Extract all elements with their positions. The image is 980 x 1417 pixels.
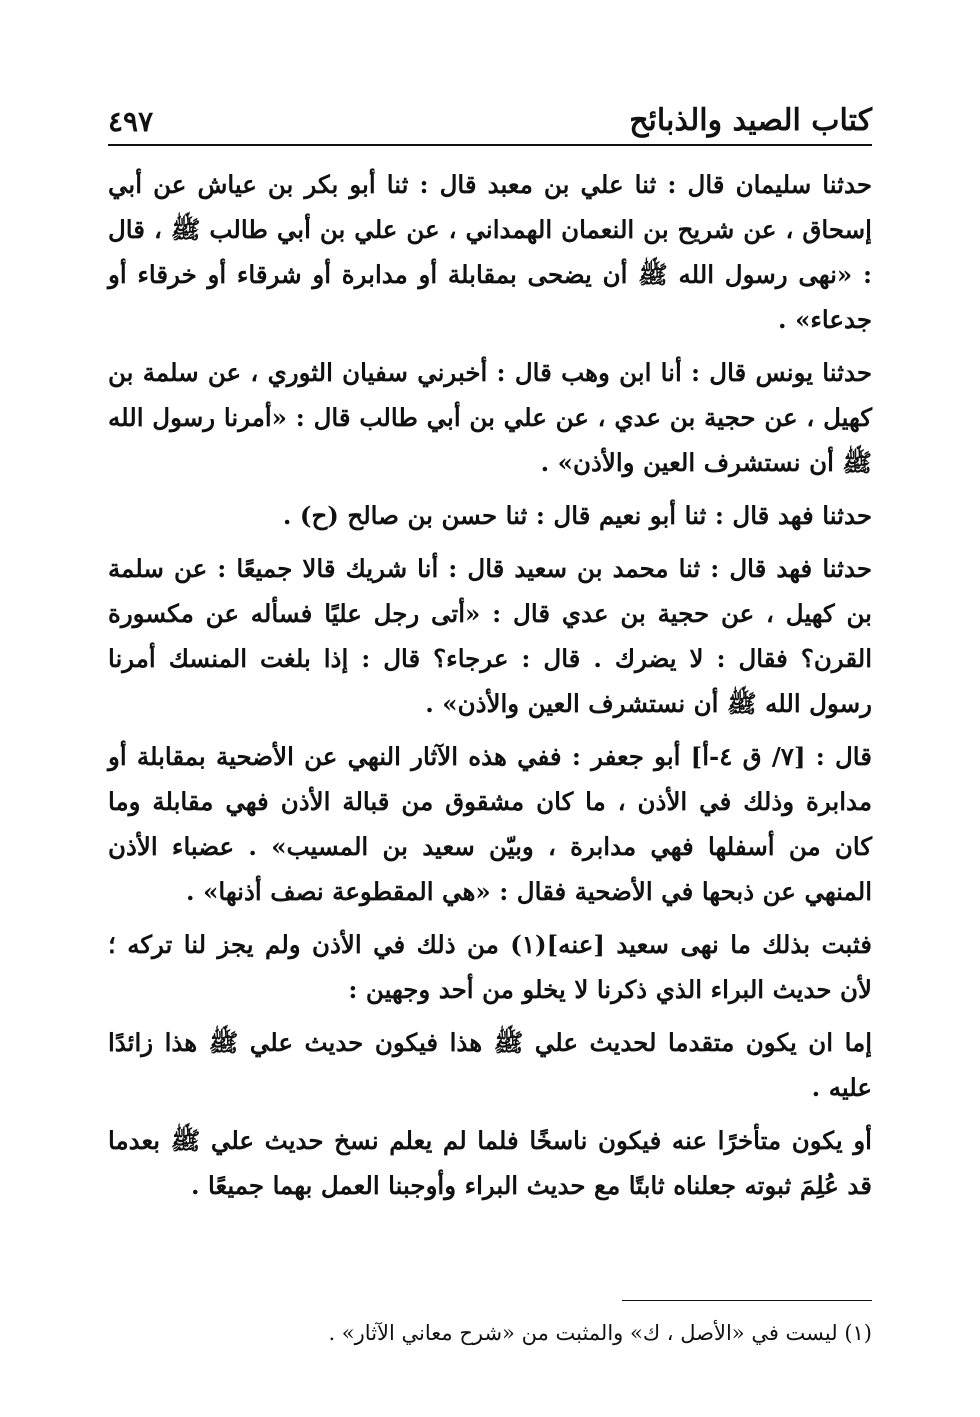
paragraph: إما ان يكون متقدما لحديث علي ﷺ هذا فيكون حديث علي ﷺ هذا زائدًا عليه .	[108, 1028, 872, 1102]
paragraph: حدثنا فهد قال : ثنا أبو نعيم قال : ثنا حسن بن صالح (ح) .	[282, 501, 872, 530]
main-text	[108, 162, 872, 1216]
paragraph: قال : [٧/ ق ٤-أ] أبو جعفر : ففي هذه الآثار النهي عن الأضحية بمقابلة أو مدابرة وذلك في الأذن ، ما كان مشقوق من قبالة الأذن فهي مقابلة وما كان من أسفلها فهي مدابرة ، وبيّن سعيد بن المسيب» . عضباء الأذن المنهي عن ذبحها في الأضحية فقال : «هي المقطوعة نصف أذنها» .	[108, 742, 872, 906]
paragraph: حدثنا فهد قال : ثنا محمد بن سعيد قال : أنا شريك قالا جميعًا : عن سلمة بن كهيل ، عن حجية بن عدي قال : «أتى رجل عليًا فسأله عن مكسورة القرن؟ فقال : لا يضرك . قال : عرجاء؟ قال : إذا بلغت المنسك أمرنا رسول الله ﷺ أن نستشرف العين والأذن» .	[108, 554, 872, 718]
paragraph: حدثنا سليمان قال : ثنا علي بن معبد قال : ثنا أبو بكر بن عياش عن أبي إسحاق ، عن شريح بن النعمان الهمداني ، عن علي بن أبي طالب ﷺ ، قال : «نهى رسول الله ﷺ أن يضحى بمقابلة أو مدابرة أو شرقاء أو خرقاء أو جدعاء» .	[108, 170, 872, 334]
footnote-divider	[622, 1300, 872, 1301]
paragraph: حدثنا يونس قال : أنا ابن وهب قال : أخبرني سفيان الثوري ، عن سلمة بن كهيل ، عن حجية بن عدي ، عن علي بن أبي طالب قال : «أمرنا رسول الله ﷺ أن نستشرف العين والأذن» .	[108, 358, 872, 477]
page-header	[108, 88, 872, 146]
paragraph: أو يكون متأخرًا عنه فيكون ناسخًا فلما لم يعلم نسخ حديث علي ﷺ بعدما قد عُلِمَ ثبوته جعلناه ثابتًا مع حديث البراء وأوجبنا العمل بهما جميعًا .	[108, 1126, 872, 1200]
page-number: ٤٩٧	[108, 105, 154, 138]
book-title: كتاب الصيد والذبائح	[629, 103, 872, 138]
paragraph: فثبت بذلك ما نهى سعيد [عنه](١) من ذلك في الأذن ولم يجز لنا تركه ؛ لأن حديث البراء الذي ذكرنا لا يخلو من أحد وجهين :	[108, 930, 873, 1004]
footnote: (١) ليست في «الأصل ، ك» والمثبت من «شرح معاني الآثار» .	[328, 1321, 872, 1345]
